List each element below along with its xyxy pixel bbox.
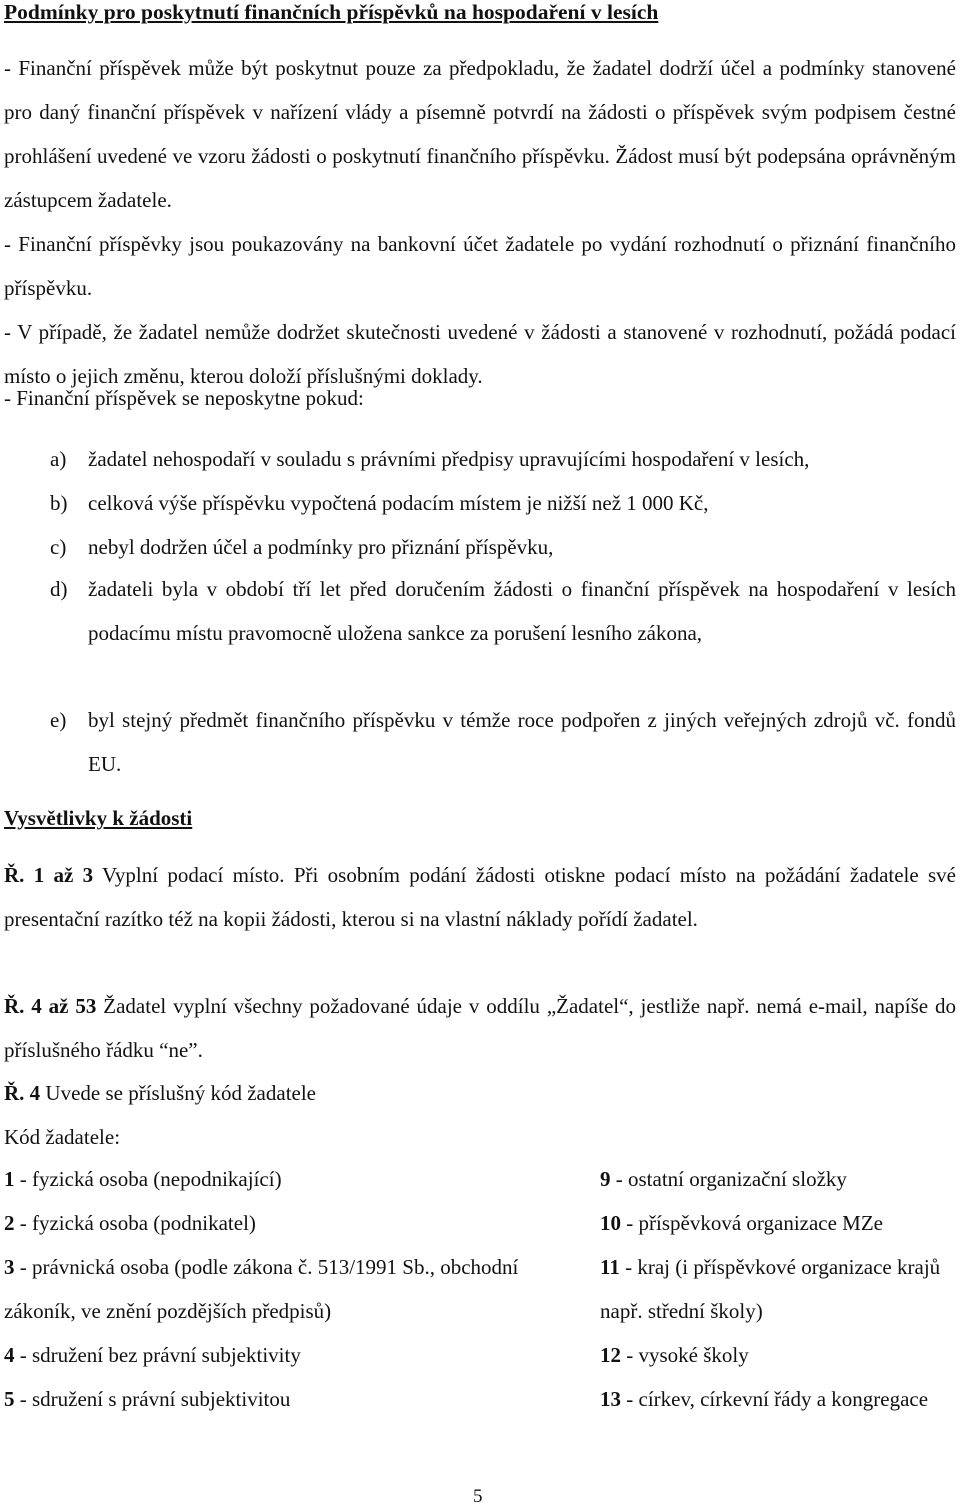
list-item-text: žadatel nehospodaří v souladu s právními předpisy upravujícími hospodaření v lesích,	[88, 447, 810, 471]
code-entry	[4, 1245, 564, 1333]
list-item-label: c)	[50, 535, 67, 559]
condition-paragraph: - V případě, že žadatel nemůže dodržet skutečnosti uvedené v žádosti a stanovené v rozhodnutí, požádá podací místo o jejich změnu, kterou doloží příslušnými doklady.	[4, 320, 956, 388]
code-entry	[600, 1333, 956, 1377]
code-entry	[4, 1333, 564, 1377]
code-number: 2	[4, 1211, 15, 1235]
list-item-label: a)	[50, 447, 67, 471]
code-text: - vysoké školy	[621, 1343, 749, 1367]
code-entry	[4, 1157, 564, 1201]
codes-right-column	[600, 1157, 956, 1421]
code-text: - fyzická osoba (nepodnikající)	[14, 1167, 282, 1191]
note-text: Žadatel vyplní všechny požadované údaje v oddílu „Žadatel“, jestliže např. nemá e-mail, napíše do příslušného řádku “ne”.	[4, 994, 956, 1062]
code-number: 10	[600, 1211, 621, 1235]
codes-left-column	[4, 1157, 564, 1421]
list-item	[50, 481, 956, 525]
code-number: 4	[4, 1343, 15, 1367]
code-entry	[4, 1377, 564, 1421]
code-text: - příspěvková organizace MZe	[621, 1211, 884, 1235]
code-number: 1	[4, 1167, 15, 1191]
list-item	[50, 437, 956, 481]
note-paragraph	[4, 1071, 316, 1115]
code-text: - kraj (i příspěvkové organizace krajů např. střední školy)	[600, 1255, 941, 1323]
condition-paragraph: - Finanční příspěvek se neposkytne pokud:	[4, 386, 364, 410]
page-title: Podmínky pro poskytnutí finančních příspěvků na hospodaření v lesích	[4, 0, 659, 24]
condition-paragraph: - Finanční příspěvek může být poskytnut pouze za předpokladu, že žadatel dodrží účel a podmínky stanovené pro daný finanční příspěvek v nařízení vlády a písemně potvrdí na žádosti o příspěvek svým podpisem čestné prohlášení uvedené ve vzoru žádosti o poskytnutí finančního příspěvku. Žádost musí být podepsána oprávněným zástupcem žadatele.	[4, 56, 956, 212]
codes-label: Kód žadatele:	[4, 1125, 121, 1149]
code-entry	[600, 1201, 956, 1245]
code-number: 13	[600, 1387, 621, 1411]
code-number: 3	[4, 1255, 15, 1279]
code-number: 12	[600, 1343, 621, 1367]
list-item	[50, 567, 956, 655]
code-text: - ostatní organizační složky	[610, 1167, 847, 1191]
note-paragraph	[4, 853, 956, 941]
code-number: 9	[600, 1167, 611, 1191]
list-item-text: žadateli byla v období tří let před doručením žádosti o finanční příspěvek na hospodaření v lesích podacímu místu pravomocně uložena sankce za porušení lesního zákona,	[88, 577, 956, 645]
code-text: - sdružení s právní subjektivitou	[14, 1387, 291, 1411]
list-item	[50, 698, 956, 786]
explanations-heading: Vysvětlivky k žádosti	[4, 806, 193, 830]
page-number: 5	[473, 1486, 483, 1507]
list-item-label: b)	[50, 491, 68, 515]
code-text: - církev, církevní řády a kongregace	[621, 1387, 929, 1411]
note-text: Uvede se příslušný kód žadatele	[45, 1081, 317, 1105]
list-item-text: nebyl dodržen účel a podmínky pro přiznání příspěvku,	[88, 535, 554, 559]
list-item-label: e)	[50, 708, 67, 732]
list-item-text: byl stejný předmět finančního příspěvku v témže roce podpořen z jiných veřejných zdrojů vč. fondů EU.	[88, 708, 956, 776]
code-number: 5	[4, 1387, 15, 1411]
code-entry	[4, 1201, 564, 1245]
list-item	[50, 525, 956, 569]
note-text: Vyplní podací místo. Při osobním podání žádosti otiskne podací místo na požádání žadatele své presentační razítko též na kopii žádosti, kterou si na vlastní náklady pořídí žadatel.	[4, 863, 956, 931]
note-ref: Ř. 1 až 3	[4, 863, 94, 887]
code-entry	[600, 1157, 956, 1201]
condition-paragraph: - Finanční příspěvky jsou poukazovány na bankovní účet žadatele po vydání rozhodnutí o přiznání finančního příspěvku.	[4, 232, 956, 300]
code-entry	[600, 1245, 956, 1333]
note-ref: Ř. 4	[4, 1081, 41, 1105]
list-item-text: celková výše příspěvku vypočtená podacím místem je nižší než 1 000 Kč,	[88, 491, 709, 515]
code-text: - fyzická osoba (podnikatel)	[14, 1211, 256, 1235]
code-text: - právnická osoba (podle zákona č. 513/1991 Sb., obchodní zákoník, ve znění pozdějších předpisů)	[4, 1255, 519, 1323]
code-number: 11	[600, 1255, 620, 1279]
note-ref: Ř. 4 až 53	[4, 994, 97, 1018]
list-item-label: d)	[50, 577, 68, 601]
note-paragraph	[4, 984, 956, 1072]
code-entry	[600, 1377, 956, 1421]
code-text: - sdružení bez právní subjektivity	[14, 1343, 301, 1367]
